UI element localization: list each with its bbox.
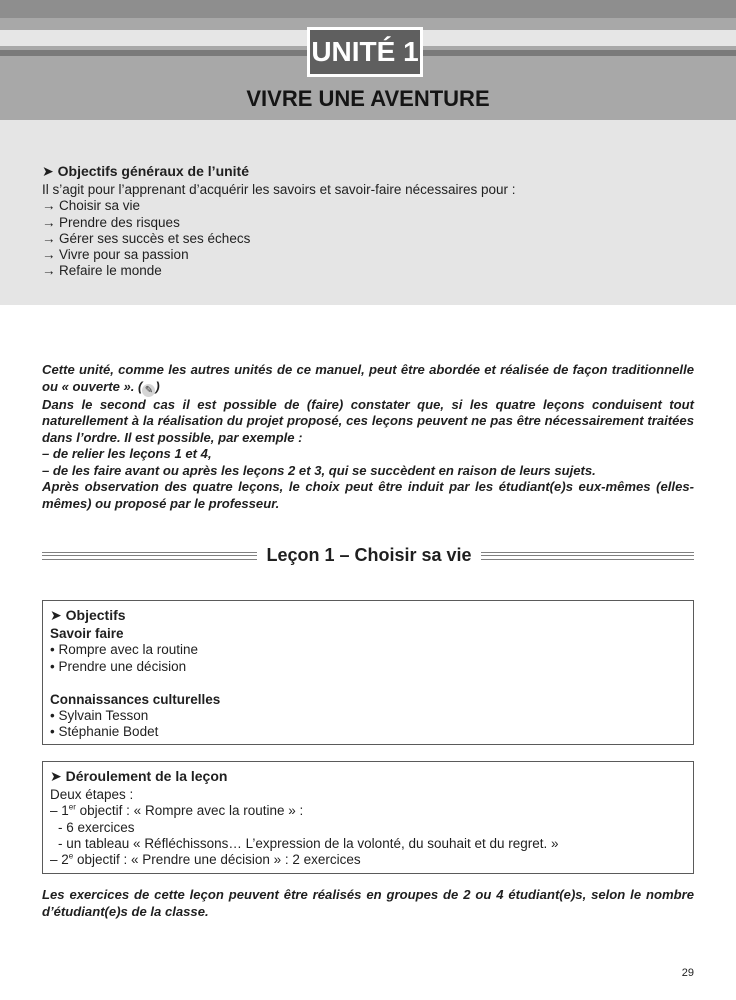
bullet-dot-icon: • [50,642,55,658]
list-item: → Choisir sa vie [42,198,141,214]
bullet-dot-icon: • [50,724,55,740]
list-item: • Prendre une décision [50,658,187,674]
heading-text: Objectifs généraux de l’unité [57,163,250,179]
intro-line: – de les faire avant ou après les leçons 2 et 3, qui se succèdent en raison de leurs sujets. [42,462,596,478]
objectives-intro: Il s’agit pour l’apprenant d’acquérir les savoirs et savoir-faire nécessaires pour : [42,182,516,197]
closing-paragraph: Les exercices de cette leçon peuvent être réalisés en groupes de 2 ou 4 étudiant(e)s, selon le nombre d’étudiant(e)s de la classe. [42,887,694,919]
deroulement-line: Deux étapes : [50,787,134,802]
intro-paragraph [42,362,694,512]
objectives-box [42,600,694,745]
bullet-dot-icon: • [50,708,55,724]
unit-title: VIVRE UNE AVENTURE [246,86,490,111]
heading-text: Déroulement de la leçon [65,768,228,784]
deroulement-line: – 2e objectif : « Prendre une décision » : 2 exercices [50,851,361,868]
deroulement-subline: - un tableau « Réfléchissons… L’expression de la volonté, du souhait et du regret. » [58,835,559,851]
savoir-faire-label: Savoir faire [50,626,124,641]
heading-text: Objectifs [65,607,126,623]
deroulement-subline: - 6 exercices [58,819,135,835]
unit-label: UNITÉ 1 [310,30,420,74]
edit-pen-icon: ✎ [142,384,155,397]
list-item: • Sylvain Tesson [50,708,149,724]
deroulement-box [42,761,694,874]
unit-badge [307,27,423,77]
header-stripe [0,0,736,18]
arrow-right-icon: → [42,198,56,214]
arrow-right-icon: → [42,230,56,246]
bullet-dot-icon: • [50,658,55,674]
lesson-title: Leçon 1 – Choisir sa vie [266,545,472,565]
deroulement-heading [50,767,685,785]
intro-line: – de relier les leçons 1 et 4, [42,446,212,461]
list-item: • Rompre avec la routine [50,642,199,658]
general-objectives-panel [0,120,736,305]
deroulement-line: – 1er objectif : « Rompre avec la routine » : [50,802,304,819]
unit-header [0,0,736,120]
intro-line: Cette unité, comme les autres unités de ce manuel, peut être abordée et réalisée de façon traditionnelle ou « ouverte ». ( ✎ ) [42,362,694,396]
list-item: → Gérer ses succès et ses échecs [42,230,251,246]
arrow-right-icon: → [42,247,56,263]
list-item: • Stéphanie Bodet [50,724,159,740]
list-item: → Vivre pour sa passion [42,247,189,263]
bullet-arrow-icon: ➤ [50,768,62,784]
intro-line: Dans le second cas il est possible de (faire) constater que, si les quatre leçons conduisent tout naturellement à la réalisation du projet proposé, ces leçons peuvent ne pas être nécessairement traitées dans l’ordre. Il est possible, par exemple : [42,396,694,445]
bullet-arrow-icon: ➤ [50,607,62,623]
arrow-right-icon: → [42,214,56,230]
bullet-arrow-icon: ➤ [42,163,54,179]
general-objectives-heading [42,162,702,180]
arrow-right-icon: → [42,263,56,279]
decorative-rule [481,552,694,560]
intro-line: Après observation des quatre leçons, le choix peut être induit par les étudiant(e)s eux-mêmes (elles-mêmes) ou proposé par le professeur. [42,479,694,511]
objectives-heading [50,606,685,624]
list-item: → Refaire le monde [42,263,162,279]
decorative-rule [42,552,257,560]
lesson-title-row [42,540,694,570]
culture-label: Connaissances culturelles [50,691,221,707]
list-item: → Prendre des risques [42,214,180,230]
page-number: 29 [681,967,694,979]
